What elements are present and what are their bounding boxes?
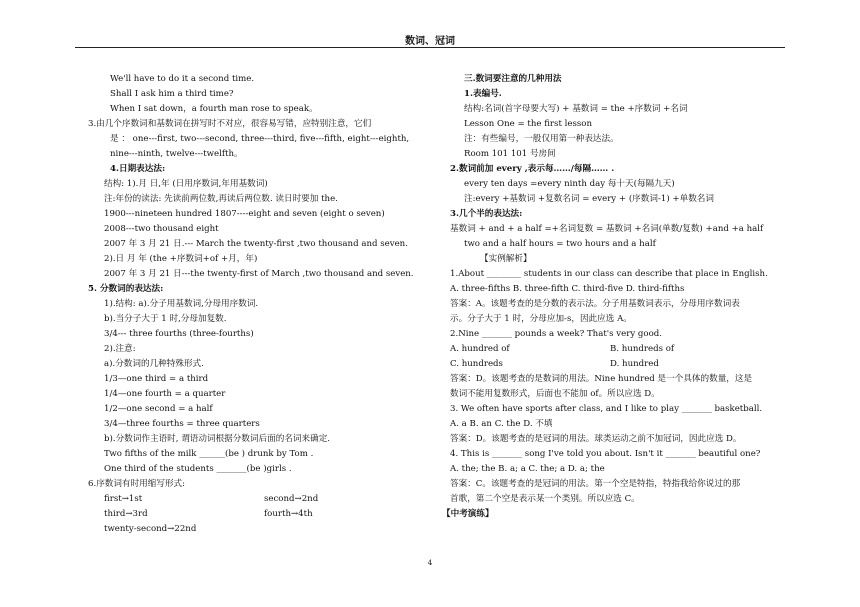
answer-line: 答案：D。该题考查的是数词的用法。Nine hundred 是一个具体的数量，这是 [450, 374, 753, 384]
abbreviation-item: third→3rd [104, 509, 148, 519]
abbreviation-item: second→2nd [264, 494, 319, 504]
section-heading: 三.数词要注意的几种用法 [464, 74, 562, 84]
note-line: 3.由几个序数词和基数词在拼写时不对应，很容易写错，应特别注意，它们 [88, 119, 372, 129]
answer-line: 答案：A。该题考查的是分数的表示法。分子用基数词表示，分母用序数词表 [450, 299, 740, 309]
text-line: 2).注意: [104, 344, 136, 354]
answer-line: 数词不能用复数形式，后面也不能加 of。所以应选 D。 [450, 389, 660, 399]
text-line: Lesson One = the first lesson [464, 119, 592, 129]
abbreviation-item: first→1st [104, 494, 143, 504]
abbreviation-item: fourth→4th [264, 509, 313, 519]
option-item: B. hundreds of [610, 344, 675, 354]
options-line: A. the; the B. a; a C. the; a D. a; the [450, 464, 605, 474]
answer-line: 答案：D。该题考查的是冠词的用法。球类运动之前不加冠词，因此应选 D。 [450, 434, 742, 444]
question-line: 3. We often have sports after class, and I like to play _______ basketball. [450, 404, 763, 414]
options-row [450, 357, 800, 372]
options-line: A. a B. an C. the D. 不填 [450, 419, 553, 429]
text-line: 1/2—one second = a half [104, 404, 213, 414]
question-line: 1.About ________ students in our class can describe that place in English. [450, 269, 768, 279]
page-header-title: 数词、冠词 [405, 36, 455, 47]
abbreviation-item: twenty-second→22nd [104, 524, 197, 534]
section-heading: 6.序数词有时用缩写形式: [88, 479, 186, 489]
right-column [442, 72, 800, 522]
text-line: every ten days =every ninth day 每十天(每隔九天) [464, 179, 675, 189]
option-item: A. hundred of [450, 344, 510, 354]
answer-line: 示。分子大于 1 时，分母应加-s，因此应选 A。 [450, 314, 632, 324]
text-line: Room 101 101 号房间 [464, 149, 556, 159]
text-line: 基数词 + and + a half =+名词复数 = 基数词 +名词(单数/复数) +and +a half [450, 224, 764, 234]
text-line: 结构:名词(首字母要大写) + 基数词 = the +序数词 +名词 [464, 104, 688, 114]
question-line: 4. This is _______ song I've told you about. Isn't it _______ beautiful one? [450, 449, 761, 459]
question-line: 2.Nine _______ pounds a week? That's very good. [450, 329, 663, 339]
text-line: 2007 年 3 月 21 日.--- March the twenty-first ,two thousand and seven. [104, 239, 408, 249]
example-line: When I sat down，a fourth man rose to speak。 [110, 104, 318, 114]
subsection-heading: 【实例解析】 [480, 254, 532, 264]
section-heading: 【中考演练】 [442, 509, 494, 519]
text-line: b).当分子大于 1 时,分母加复数. [104, 314, 227, 324]
text-line: 3/4—three fourths = three quarters [104, 419, 260, 429]
options-line: A. three-fifths B. three-fifth C. third-five D. third-fifths [450, 284, 685, 294]
text-line: 结构: 1).月 日,年 (日用序数词,年用基数词) [104, 179, 268, 189]
text-line: a).分数词的几种特殊形式. [104, 359, 204, 369]
header-divider [75, 47, 785, 48]
section-heading: 3.几个半的表达法: [450, 209, 523, 219]
abbreviation-row [88, 522, 440, 537]
abbreviation-row [88, 492, 440, 507]
text-line: two and a half hours = two hours and a half [464, 239, 656, 249]
text-line: 2007 年 3 月 21 日---the twenty-first of March ,two thousand and seven. [104, 269, 414, 279]
text-line: 1).结构: a).分子用基数词,分母用序数词. [104, 299, 259, 309]
page-number: 4 [427, 559, 433, 567]
text-line: 3/4--- three fourths (three-fourths) [104, 329, 254, 339]
text-line: 1/4—one fourth = a quarter [104, 389, 226, 399]
text-line: 1/3—one third = a third [104, 374, 209, 384]
text-line: 注：有些编号，一般仅用第一种表达法。 [464, 134, 619, 144]
note-line: 是 ： one---first, two---second, three---third, five---fifth, eight---eighth, [110, 134, 410, 144]
section-heading: 4.日期表达法: [110, 164, 166, 174]
option-item: D. hundred [610, 359, 659, 369]
example-line: Shall I ask him a third time? [110, 89, 234, 99]
section-heading: 5. 分数词的表达法: [88, 284, 164, 294]
text-line: 2).日 月 年 (the +序数词+of +月，年) [104, 254, 258, 264]
options-row [450, 342, 800, 357]
text-line: 注:年份的读法: 先读前两位数,再读后两位数. 读日时要加 the. [104, 194, 338, 204]
example-line: We'll have to do it a second time. [110, 74, 255, 84]
section-heading: 2.数词前加 every ,表示每……/每隔…… . [450, 164, 615, 174]
text-line: One third of the students _______(be )girls . [104, 464, 292, 474]
text-line: 注:every +基数词 +复数名词 = every + (序数词-1) +单数名词 [464, 194, 714, 204]
answer-line: 首歌，第二个空是表示某一个类别。所以应选 C。 [450, 494, 640, 504]
note-line: nine---ninth, twelve---twelfth。 [110, 149, 243, 159]
abbreviation-row [88, 507, 440, 522]
answer-line: 答案：C。该题考查的是冠词的用法。第一个空是特指，特指我给你说过的那 [450, 479, 741, 489]
section-heading: 1.表编号. [464, 89, 502, 99]
left-column [88, 72, 440, 537]
text-line: 1900---nineteen hundred 1807----eight and seven (eight o seven) [104, 209, 385, 219]
option-item: C. hundreds [450, 359, 503, 369]
text-line: 2008---two thousand eight [104, 224, 219, 234]
text-line: Two fifths of the milk ______(be ) drunk by Tom . [104, 449, 314, 459]
text-line: b).分数词作主语时, 谓语动词根据分数词后面的名词来确定. [104, 434, 331, 444]
